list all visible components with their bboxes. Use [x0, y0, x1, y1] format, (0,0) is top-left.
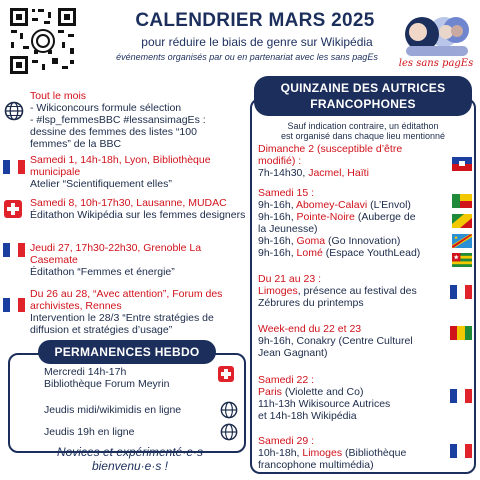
event-line: femmes” de la BBC — [30, 138, 122, 150]
event-conakry: Week-end du 22 et 23 9h-16h, Conakry (Centre Culturel Jean Gagnant) — [258, 323, 413, 359]
flag-france-icon — [3, 243, 25, 257]
flag-france-icon — [3, 160, 25, 174]
event-grenoble — [30, 242, 246, 278]
permanence-meyrin: Mercredi 14h-17h Bibliothèque Forum Meyrin — [44, 366, 170, 390]
flag-togo-icon — [452, 253, 472, 267]
event-heading: Du 26 au 28, “Avec attention”, Forum des archivistes, Rennes — [30, 288, 223, 312]
flag-drc-icon — [452, 234, 472, 248]
event-line: Intervention le 28/3 “Entre stratégies de diffusion et stratégies d’usage” — [30, 312, 214, 336]
event-heading: Samedi 1, 14h-18h, Lyon, Bibliothèque municipale — [30, 154, 211, 178]
event-limoges-bfm: Samedi 29 : 10h-18h, Limoges (Bibliothèque francophone multimédia) — [258, 435, 407, 471]
event-rennes — [30, 288, 246, 336]
event-limoges-zebrures: Du 21 au 23 : Limoges, présence au festival des Zébrures du printemps — [258, 273, 417, 309]
event-heading: Tout le mois — [30, 90, 87, 102]
event-line: Éditathon Wikipédia sur les femmes designers — [30, 209, 246, 221]
permanence-jeudis-19h: Jeudis 19h en ligne — [44, 426, 135, 438]
flag-france-icon — [450, 444, 472, 458]
event-line: Atelier “Scientifiquement elles” — [30, 178, 172, 190]
flag-switzerland-icon — [4, 200, 22, 218]
event-samedi-15: Samedi 15 : 9h-16h, Abomey-Calavi (L’Envol) 9h-16h, Pointe-Noire (Auberge de la Jeunesse) 9h-16h, Goma (Go Innovation) 9h-16h, Lomé (Espace YouthLead) — [258, 187, 421, 259]
event-paris: Samedi 22 : Paris (Violette and Co) 11h-13h Wikisource Autrices et 14h-18h Wikipédia — [258, 374, 391, 422]
event-all-month — [30, 90, 246, 150]
permanence-wikimidis: Jeudis midi/wikimidis en ligne — [44, 404, 182, 416]
flag-france-icon — [450, 389, 472, 403]
flag-switzerland-icon — [218, 366, 234, 382]
page-subtitle-organizers: événements organisés par ou en partenariat avec les sans pagEs — [116, 52, 378, 62]
globe-icon — [4, 101, 24, 121]
event-jacmel: Dimanche 2 (susceptible d’être modifié) : 7h-14h30, Jacmel, Haïti — [258, 143, 403, 179]
flag-france-icon — [450, 285, 472, 299]
permanences-title: PERMANENCES HEBDO — [38, 340, 216, 364]
sans-pages-logo — [398, 10, 474, 76]
qr-code — [8, 6, 78, 76]
flag-guinea-icon — [450, 326, 472, 340]
flag-congo-icon — [452, 214, 472, 228]
event-heading: Samedi 8, 10h-17h30, Lausanne, MUDAC — [30, 197, 227, 209]
flag-haiti-icon — [452, 157, 472, 171]
logo-text: les sans pagEs — [398, 58, 474, 69]
globe-icon — [220, 401, 238, 419]
closing-message: Novices et expérimenté·e·s bienvenu·e·s ! — [56, 445, 204, 473]
flag-france-icon — [3, 298, 25, 312]
event-heading: Jeudi 27, 17h30-22h30, Grenoble La Casemate — [30, 242, 202, 266]
flag-benin-icon — [452, 194, 472, 208]
quinzaine-title: QUINZAINE DES AUTRICES FRANCOPHONES — [254, 76, 472, 116]
event-lausanne — [30, 197, 246, 221]
event-line: dessine des femmes des listes “100 — [30, 126, 197, 138]
page-subtitle: pour réduire le biais de genre sur Wikipédia — [141, 35, 373, 49]
event-lyon — [30, 154, 246, 190]
event-line: - #lsp_femmesBBC #lessansimagEs : — [30, 114, 206, 126]
quinzaine-intro: Sauf indication contraire, un éditathon est organisé dans chaque lieu mentionné — [280, 121, 446, 141]
event-line: - Wikiconcours formule sélection — [30, 102, 182, 114]
page-title: CALENDRIER MARS 2025 — [135, 10, 375, 31]
event-line: Éditathon “Femmes et énergie” — [30, 266, 175, 278]
globe-icon — [220, 423, 238, 441]
